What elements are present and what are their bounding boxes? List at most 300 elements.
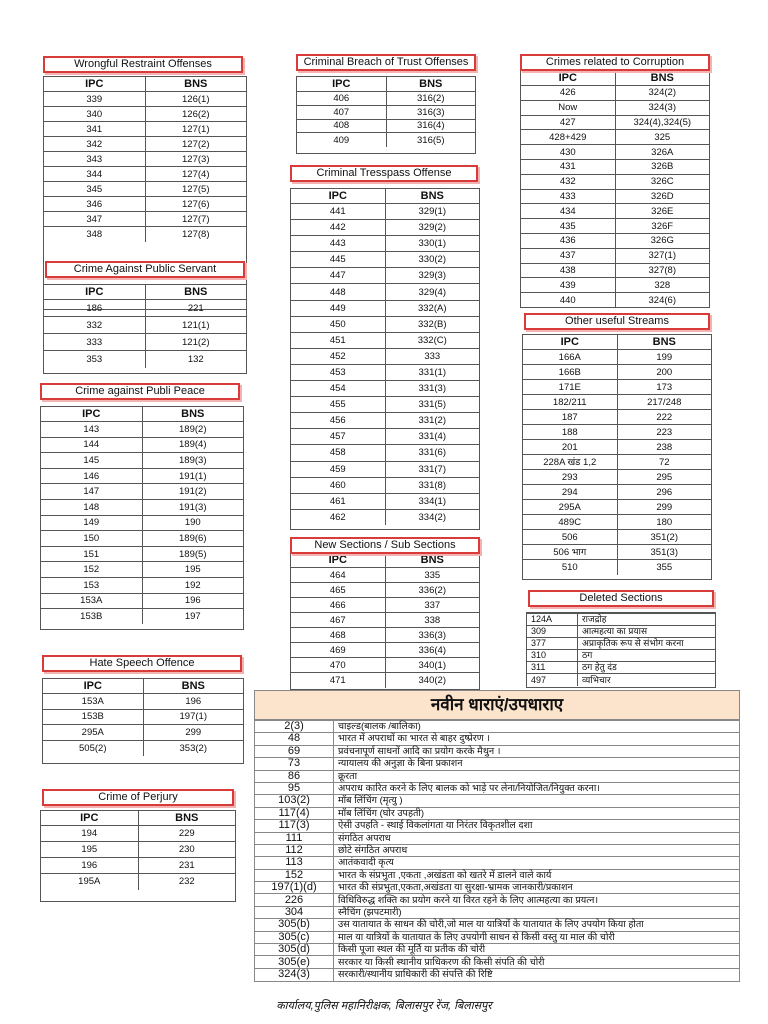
- bns-cell: 189(4): [142, 437, 243, 453]
- table-row: [521, 86, 709, 101]
- bns-cell: 329(1): [385, 204, 479, 220]
- table-row: [521, 263, 709, 278]
- table-row: [523, 365, 711, 380]
- section-title: New Sections / Sub Sections: [290, 537, 480, 554]
- section-code: 152: [255, 869, 334, 881]
- table-row: [521, 248, 709, 263]
- section-code: 86: [255, 770, 334, 782]
- table-row: [291, 268, 479, 284]
- table-row: [291, 284, 479, 300]
- ipc-cell: 457: [291, 429, 385, 445]
- bns-cell: 295: [617, 470, 711, 485]
- bns-cell: 190: [142, 515, 243, 531]
- bns-cell: 299: [143, 725, 243, 741]
- bns-cell: 353(2): [143, 740, 243, 756]
- table-row: [291, 658, 479, 673]
- bns-cell: 189(3): [142, 453, 243, 469]
- ipc-cell: 448: [291, 284, 385, 300]
- ipc-cell: 426: [521, 86, 615, 101]
- ipc-cell: 153B: [43, 709, 143, 725]
- ipc-cell: 195A: [41, 874, 138, 890]
- bns-cell: 222: [617, 410, 711, 425]
- table-row: [291, 643, 479, 658]
- ipc-cell: 151: [41, 546, 142, 562]
- ipc-cell: 433: [521, 189, 615, 204]
- bns-cell: 121(2): [145, 334, 246, 351]
- table-row: [255, 832, 739, 844]
- table-row: [521, 115, 709, 130]
- table-row: [527, 638, 715, 650]
- ipc-cell: 466: [291, 598, 385, 613]
- table-row: [41, 826, 235, 842]
- table-row: [41, 484, 243, 500]
- section-description: विधिविरुद्ध शक्ति का प्रयोग करने या विरत रहने के लिए आत्महत्या का प्रयत्न।: [334, 894, 740, 906]
- bns-cell: 334(2): [385, 509, 479, 525]
- section-code: 95: [255, 782, 334, 794]
- table-row: [297, 105, 475, 119]
- table-row: [291, 477, 479, 493]
- table-row: [523, 440, 711, 455]
- ipc-cell: 345: [44, 182, 145, 197]
- ipc-cell: 443: [291, 236, 385, 252]
- ipc-cell: 346: [44, 197, 145, 212]
- section-description: ठग: [578, 650, 716, 662]
- table-row: [527, 662, 715, 674]
- ipc-cell: 430: [521, 145, 615, 160]
- table-row: [523, 395, 711, 410]
- ipc-cell: 147: [41, 484, 142, 500]
- section-title: Criminal Breach of Trust Offenses: [296, 54, 476, 71]
- ipc-cell: 348: [44, 227, 145, 242]
- ipc-cell: 454: [291, 381, 385, 397]
- bns-cell: 335: [385, 568, 479, 583]
- ipc-cell: 353: [44, 351, 145, 368]
- table-row: [291, 236, 479, 252]
- table-row: [291, 583, 479, 598]
- ipc-cell: 450: [291, 316, 385, 332]
- bns-cell: 326D: [615, 189, 709, 204]
- table-row: [527, 650, 715, 662]
- bns-cell: 126(1): [145, 92, 246, 107]
- ipc-cell: 293: [523, 470, 617, 485]
- column-header: IPC: [85, 78, 104, 90]
- column-header: IPC: [328, 554, 347, 566]
- section-code: 497: [527, 674, 578, 686]
- bns-cell: 238: [617, 440, 711, 455]
- column-header: BNS: [142, 407, 243, 422]
- ipc-cell: 344: [44, 167, 145, 182]
- ipc-cell: 459: [291, 461, 385, 477]
- section-description: संगठित अपराध: [334, 832, 740, 844]
- ipc-cell: Now: [521, 100, 615, 115]
- section-description: क्रूरता: [334, 770, 740, 782]
- bns-cell: 326G: [615, 233, 709, 248]
- section-description: मॉब लिंचिंग (मृत्यु ): [334, 795, 740, 807]
- bns-cell: 355: [617, 560, 711, 575]
- column-header: BNS: [615, 71, 709, 86]
- table-row: [44, 182, 246, 197]
- section-description: व्यभिचार: [578, 674, 716, 686]
- table-frame: [526, 612, 716, 688]
- table-row: [527, 614, 715, 626]
- ipc-cell: 153A: [41, 593, 142, 609]
- column-header: BNS: [385, 553, 479, 568]
- trespass-table: [291, 189, 479, 525]
- bns-cell: 331(3): [385, 381, 479, 397]
- table-header-row: [41, 407, 243, 422]
- table-row: [41, 577, 243, 593]
- bns-cell: 316(4): [386, 119, 475, 133]
- ipc-cell: 332: [44, 317, 145, 334]
- ipc-cell: 460: [291, 477, 385, 493]
- section-code: 117(4): [255, 807, 334, 819]
- table-row: [255, 919, 739, 931]
- table-row: [255, 882, 739, 894]
- bns-cell: 127(2): [145, 137, 246, 152]
- ipc-cell: 506 भाग: [523, 545, 617, 560]
- ipc-cell: 468: [291, 628, 385, 643]
- bns-cell: 189(6): [142, 531, 243, 547]
- bns-cell: 126(2): [145, 107, 246, 122]
- bns-cell: 127(3): [145, 152, 246, 167]
- table-row: [523, 530, 711, 545]
- table-row: [523, 500, 711, 515]
- public-peace-table: [41, 407, 243, 624]
- bns-cell: 351(2): [617, 530, 711, 545]
- table-row: [291, 204, 479, 220]
- table-row: [255, 944, 739, 956]
- wrongful-restraint-table: [44, 77, 246, 242]
- ipc-cell: 146: [41, 468, 142, 484]
- table-row: [291, 332, 479, 348]
- table-row: [297, 119, 475, 133]
- table-row: [523, 560, 711, 575]
- table-row: [41, 842, 235, 858]
- table-header-row: [44, 285, 246, 300]
- ipc-cell: 489C: [523, 515, 617, 530]
- table-row: [297, 92, 475, 106]
- column-header: IPC: [83, 680, 102, 692]
- bns-cell: 338: [385, 613, 479, 628]
- bns-cell: 217/248: [617, 395, 711, 410]
- section-title: Crime against Publi Peace: [40, 383, 240, 400]
- table-row: [44, 167, 246, 182]
- table-row: [521, 159, 709, 174]
- bns-cell: 324(6): [615, 293, 709, 308]
- bns-cell: 336(2): [385, 583, 479, 598]
- table-row: [521, 174, 709, 189]
- table-row: [291, 461, 479, 477]
- section-code: 305(c): [255, 931, 334, 943]
- bns-cell: 127(1): [145, 122, 246, 137]
- column-header: BNS: [138, 811, 235, 826]
- ipc-cell: 505(2): [43, 740, 143, 756]
- table-row: [41, 609, 243, 625]
- table-row: [521, 100, 709, 115]
- table-row: [523, 470, 711, 485]
- column-header: BNS: [385, 189, 479, 204]
- bns-cell: 197(1): [143, 709, 243, 725]
- table-row: [291, 348, 479, 364]
- table-row: [44, 300, 246, 317]
- bns-cell: 330(2): [385, 252, 479, 268]
- ipc-cell: 438: [521, 263, 615, 278]
- table-frame: [40, 810, 236, 902]
- table-row: [41, 546, 243, 562]
- bns-cell: 173: [617, 380, 711, 395]
- table-row: [291, 397, 479, 413]
- table-frame: [290, 188, 480, 530]
- column-header: BNS: [145, 285, 246, 300]
- table-row: [291, 445, 479, 461]
- ipc-cell: 343: [44, 152, 145, 167]
- column-header: IPC: [328, 190, 347, 202]
- ipc-cell: 295A: [523, 500, 617, 515]
- table-row: [523, 380, 711, 395]
- bns-cell: 331(5): [385, 397, 479, 413]
- bns-cell: 229: [138, 826, 235, 842]
- section-code: 304: [255, 906, 334, 918]
- table-row: [521, 130, 709, 145]
- table-row: [44, 317, 246, 334]
- ipc-cell: 431: [521, 159, 615, 174]
- section-code: 226: [255, 894, 334, 906]
- bns-cell: 191(3): [142, 499, 243, 515]
- bns-cell: 223: [617, 425, 711, 440]
- table-row: [44, 107, 246, 122]
- public-servant-table: [44, 285, 246, 368]
- bns-cell: 326A: [615, 145, 709, 160]
- bns-cell: 316(3): [386, 105, 475, 119]
- ipc-cell: 467: [291, 613, 385, 628]
- ipc-cell: 150: [41, 531, 142, 547]
- bns-cell: 231: [138, 858, 235, 874]
- table-row: [523, 350, 711, 365]
- table-row: [44, 122, 246, 137]
- ipc-cell: 187: [523, 410, 617, 425]
- section-title: Hate Speech Offence: [42, 655, 242, 672]
- ipc-cell: 455: [291, 397, 385, 413]
- bns-cell: 329(4): [385, 284, 479, 300]
- bns-cell: 326F: [615, 219, 709, 234]
- ipc-cell: 201: [523, 440, 617, 455]
- naveen-title: नवीन धाराएं/उपधाराए: [255, 691, 739, 720]
- table-row: [41, 422, 243, 438]
- table-row: [291, 429, 479, 445]
- section-code: 103(2): [255, 795, 334, 807]
- ipc-cell: 427: [521, 115, 615, 130]
- table-row: [41, 515, 243, 531]
- table-row: [291, 413, 479, 429]
- section-code: 48: [255, 733, 334, 745]
- table-row: [41, 593, 243, 609]
- section-code: 310: [527, 650, 578, 662]
- table-row: [44, 334, 246, 351]
- table-header-row: [41, 811, 235, 826]
- table-row: [255, 844, 739, 856]
- bns-cell: 336(4): [385, 643, 479, 658]
- table-row: [255, 956, 739, 968]
- section-description: मॉब लिंचिंग (घोर उपहती): [334, 807, 740, 819]
- breach-trust-table: [297, 77, 475, 147]
- table-row: [255, 745, 739, 757]
- ipc-cell: 449: [291, 300, 385, 316]
- bns-cell: 230: [138, 842, 235, 858]
- naveen-dharaen-section: [254, 690, 740, 982]
- deleted-sections-table: [527, 613, 715, 686]
- section-description: आतंकवादी कृत्य: [334, 857, 740, 869]
- ipc-cell: 188: [523, 425, 617, 440]
- bns-cell: 325: [615, 130, 709, 145]
- ipc-cell: 434: [521, 204, 615, 219]
- section-code: 113: [255, 857, 334, 869]
- table-frame: [520, 70, 710, 308]
- ipc-cell: 342: [44, 137, 145, 152]
- section-description: ऐसी उपहति - स्थाई विकलांगता या निरंतर विकृतशील दशा: [334, 820, 740, 832]
- table-row: [523, 455, 711, 470]
- new-sub-sections-table: [291, 553, 479, 688]
- bns-cell: 328: [615, 278, 709, 293]
- table-row: [291, 509, 479, 525]
- table-row: [291, 300, 479, 316]
- column-header: IPC: [82, 408, 101, 420]
- bns-cell: 296: [617, 485, 711, 500]
- section-description: ठग हेतु दंड: [578, 662, 716, 674]
- table-row: [291, 364, 479, 380]
- bns-cell: 121(1): [145, 317, 246, 334]
- table-frame: [522, 334, 712, 580]
- table-frame: [290, 552, 480, 690]
- bns-cell: 196: [142, 593, 243, 609]
- bns-cell: 195: [142, 562, 243, 578]
- ipc-cell: 458: [291, 445, 385, 461]
- corruption-table: [521, 71, 709, 307]
- bns-cell: 196: [143, 694, 243, 710]
- table-row: [44, 351, 246, 368]
- bns-cell: 132: [145, 351, 246, 368]
- table-row: [41, 531, 243, 547]
- table-header-row: [521, 71, 709, 86]
- table-row: [255, 795, 739, 807]
- section-description: छोटे संगठित अपराध: [334, 844, 740, 856]
- table-row: [43, 709, 243, 725]
- section-title: Wrongful Restraint Offenses: [43, 56, 243, 73]
- section-code: 124A: [527, 614, 578, 626]
- table-header-row: [43, 679, 243, 694]
- bns-cell: 326E: [615, 204, 709, 219]
- ipc-cell: 440: [521, 293, 615, 308]
- section-description: चाइल्ड(बालक /बालिका): [334, 721, 740, 733]
- bns-cell: 331(6): [385, 445, 479, 461]
- ipc-cell: 333: [44, 334, 145, 351]
- ipc-cell: 152: [41, 562, 142, 578]
- column-header: IPC: [80, 812, 99, 824]
- section-title: Crime Against Public Servant: [45, 261, 245, 278]
- column-header: BNS: [617, 335, 711, 350]
- table-row: [523, 545, 711, 560]
- bns-cell: 232: [138, 874, 235, 890]
- table-frame: [296, 76, 476, 154]
- ipc-cell: 465: [291, 583, 385, 598]
- table-row: [523, 515, 711, 530]
- table-row: [255, 782, 739, 794]
- section-code: 73: [255, 758, 334, 770]
- column-header: IPC: [558, 72, 577, 84]
- section-title: Other useful Streams: [524, 313, 710, 330]
- bns-cell: 316(5): [386, 133, 475, 147]
- table-row: [527, 674, 715, 686]
- bns-cell: 299: [617, 500, 711, 515]
- ipc-cell: 451: [291, 332, 385, 348]
- table-row: [291, 628, 479, 643]
- ipc-cell: 471: [291, 673, 385, 688]
- ipc-cell: 461: [291, 493, 385, 509]
- ipc-cell: 153A: [43, 694, 143, 710]
- bns-cell: 337: [385, 598, 479, 613]
- bns-cell: 331(1): [385, 364, 479, 380]
- bns-cell: 340(2): [385, 673, 479, 688]
- table-row: [43, 694, 243, 710]
- table-row: [41, 468, 243, 484]
- table-row: [523, 410, 711, 425]
- table-row: [291, 252, 479, 268]
- section-description: भारत की संप्रभुता,एकता,अखंडता या सुरक्षा-भ्रामक जानकारी/प्रकाशन: [334, 882, 740, 894]
- bns-cell: 326B: [615, 159, 709, 174]
- section-title: Criminal Tresspass Offense: [290, 165, 478, 182]
- bns-cell: 127(7): [145, 212, 246, 227]
- table-row: [297, 133, 475, 147]
- bns-cell: 332(A): [385, 300, 479, 316]
- ipc-cell: 452: [291, 348, 385, 364]
- table-row: [44, 137, 246, 152]
- ipc-cell: 510: [523, 560, 617, 575]
- ipc-cell: 456: [291, 413, 385, 429]
- table-row: [291, 598, 479, 613]
- section-code: 111: [255, 832, 334, 844]
- bns-cell: 329(2): [385, 220, 479, 236]
- ipc-cell: 195: [41, 842, 138, 858]
- ipc-cell: 464: [291, 568, 385, 583]
- bns-cell: 324(2): [615, 86, 709, 101]
- table-row: [527, 626, 715, 638]
- table-header-row: [291, 189, 479, 204]
- table-row: [291, 316, 479, 332]
- section-description: भारत में अपराधों का भारत से बाहर दुष्प्रेरण ।: [334, 733, 740, 745]
- table-row: [44, 152, 246, 167]
- ipc-cell: 506: [523, 530, 617, 545]
- section-code: 305(b): [255, 919, 334, 931]
- ipc-cell: 143: [41, 422, 142, 438]
- table-row: [255, 770, 739, 782]
- table-row: [255, 968, 739, 980]
- ipc-cell: 445: [291, 252, 385, 268]
- section-description: स्नैचिंग (झपटमारी): [334, 906, 740, 918]
- section-description: सरकार या किसी स्थानीय प्राधिकरण की किसी संपति की चोरी: [334, 956, 740, 968]
- ipc-cell: 144: [41, 437, 142, 453]
- ipc-cell: 439: [521, 278, 615, 293]
- table-header-row: [297, 77, 475, 92]
- naveen-table: [255, 720, 739, 981]
- section-code: 112: [255, 844, 334, 856]
- bns-cell: 327(8): [615, 263, 709, 278]
- bns-cell: 340(1): [385, 658, 479, 673]
- table-frame: [43, 284, 247, 374]
- other-streams-table: [523, 335, 711, 575]
- bns-cell: 189(2): [142, 422, 243, 438]
- bns-cell: 180: [617, 515, 711, 530]
- table-row: [521, 278, 709, 293]
- table-row: [291, 568, 479, 583]
